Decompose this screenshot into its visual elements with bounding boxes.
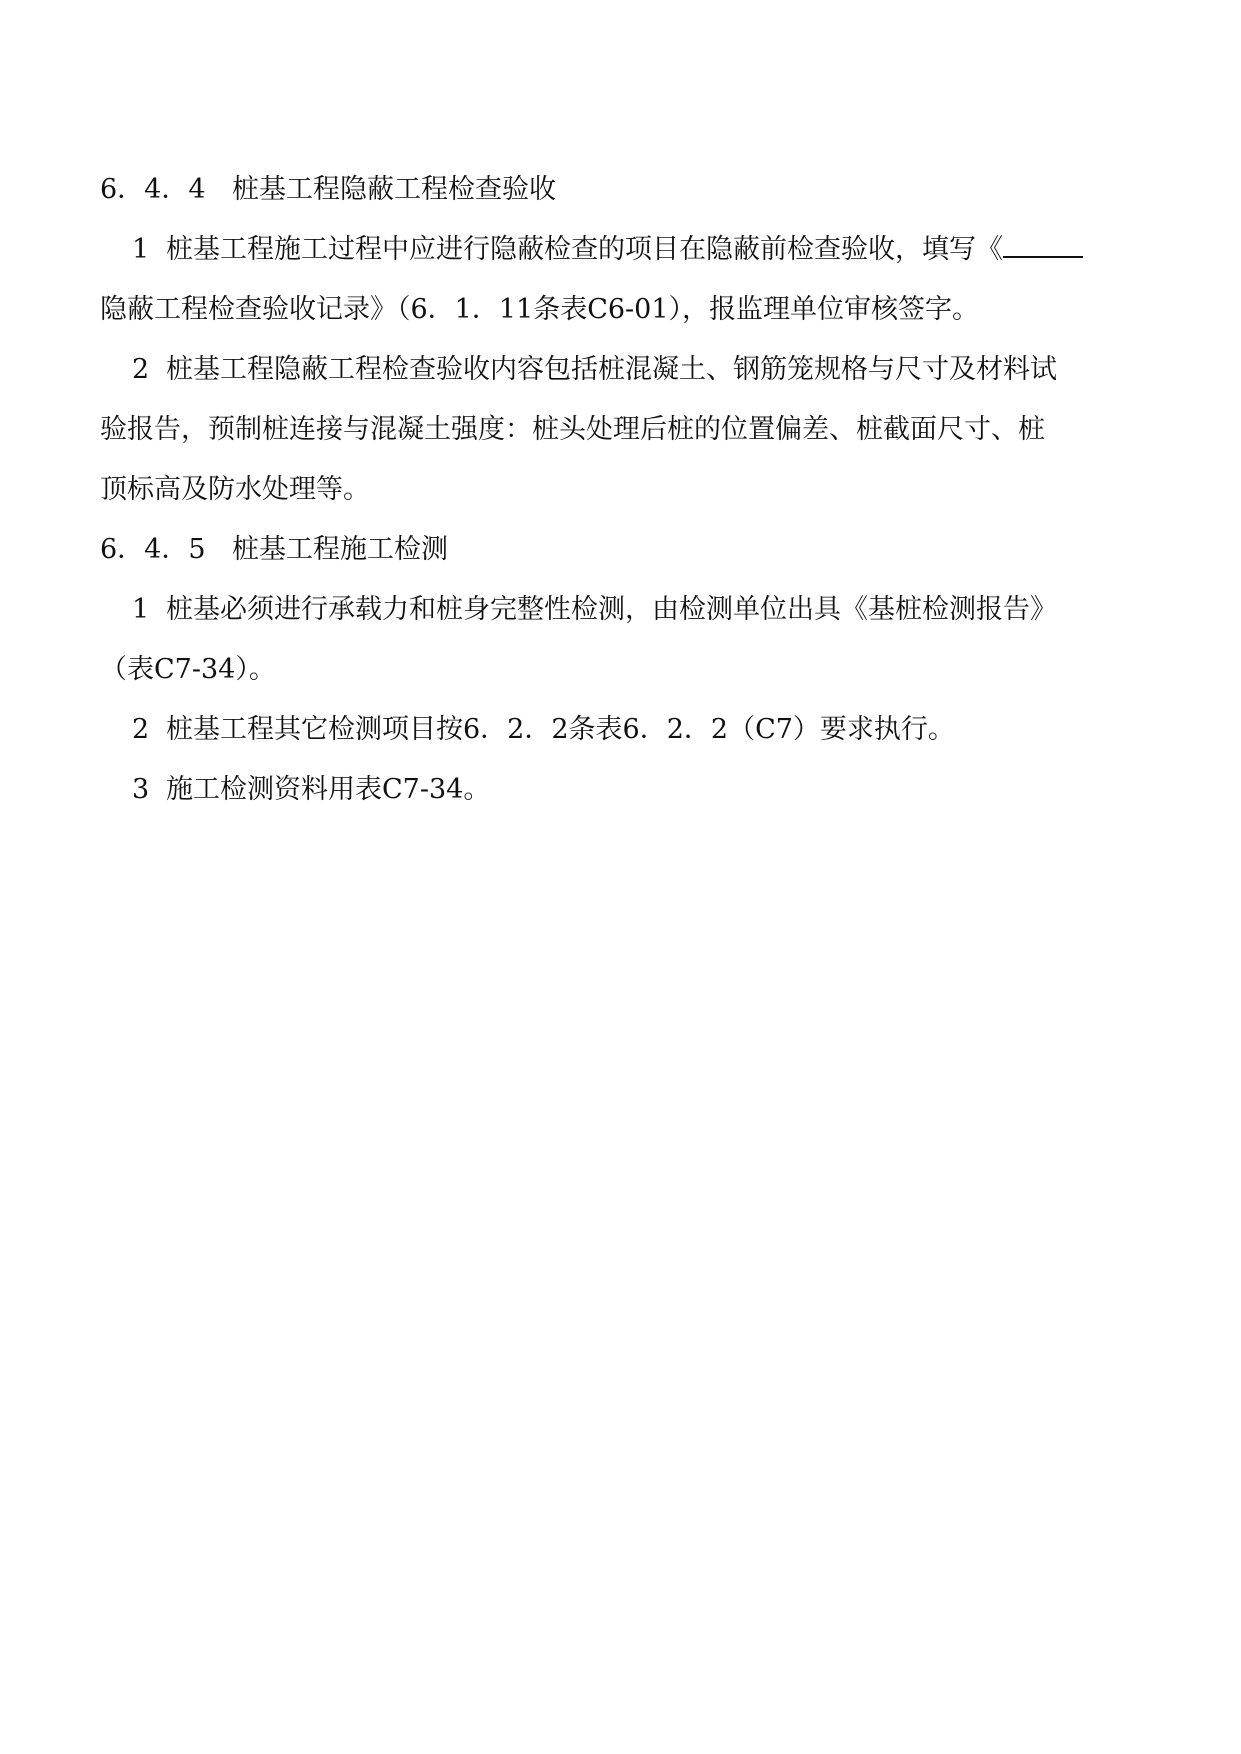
item-number: 2 — [132, 354, 150, 385]
paragraph-text: 桩基工程隐蔽工程检查验收内容包括桩混凝土、钢筋笼规格与尺寸及材料试 — [166, 354, 1057, 385]
paragraph-text: 验报告，预制桩连接与混凝土强度：桩头处理后桩的位置偏差、桩截面尺寸、桩 — [100, 414, 1045, 445]
paragraph-line — [100, 230, 1145, 270]
paragraph-line — [100, 770, 1145, 810]
paragraph-text: 桩基工程其它检测项目按6．2．2条表6．2．2（C7）要求执行。 — [166, 714, 955, 745]
paragraph-text: 隐蔽工程检查验收记录》（6．1．11条表C6-01），报监理单位审核签字。 — [100, 294, 980, 325]
section-number: 6．4．4 — [100, 174, 206, 205]
paragraph-line — [100, 650, 1145, 690]
section-heading-6-4-4 — [100, 170, 1145, 210]
paragraph-text: 施工检测资料用表C7-34。 — [166, 774, 491, 805]
paragraph-line — [100, 290, 1145, 330]
item-number: 1 — [132, 234, 150, 265]
section-heading-6-4-5 — [100, 530, 1145, 570]
paragraph-line — [100, 410, 1145, 450]
paragraph-line — [100, 590, 1145, 630]
document-body — [100, 170, 1145, 830]
item-number: 1 — [132, 594, 150, 625]
paragraph-line — [100, 470, 1145, 510]
paragraph-6-4-4-1 — [100, 230, 1145, 330]
paragraph-text: 桩基工程施工过程中应进行隐蔽检查的项目在隐蔽前检查验收，填写《 — [166, 234, 1003, 265]
paragraph-6-4-5-1 — [100, 590, 1145, 690]
paragraph-line — [100, 350, 1145, 390]
paragraph-text: 顶标高及防水处理等。 — [100, 474, 370, 505]
paragraph-6-4-4-2 — [100, 350, 1145, 510]
paragraph-6-4-5-2 — [100, 710, 1145, 750]
fill-in-blank — [1003, 230, 1083, 258]
paragraph-line — [100, 710, 1145, 750]
section-title: 桩基工程施工检测 — [232, 534, 448, 565]
paragraph-text: （表C7-34）。 — [100, 654, 276, 685]
paragraph-6-4-5-3 — [100, 770, 1145, 810]
section-number: 6．4．5 — [100, 534, 206, 565]
item-number: 3 — [132, 774, 150, 805]
item-number: 2 — [132, 714, 150, 745]
section-title: 桩基工程隐蔽工程检查验收 — [232, 174, 556, 205]
paragraph-text: 桩基必须进行承载力和桩身完整性检测，由检测单位出具《基桩检测报告》 — [166, 594, 1057, 625]
